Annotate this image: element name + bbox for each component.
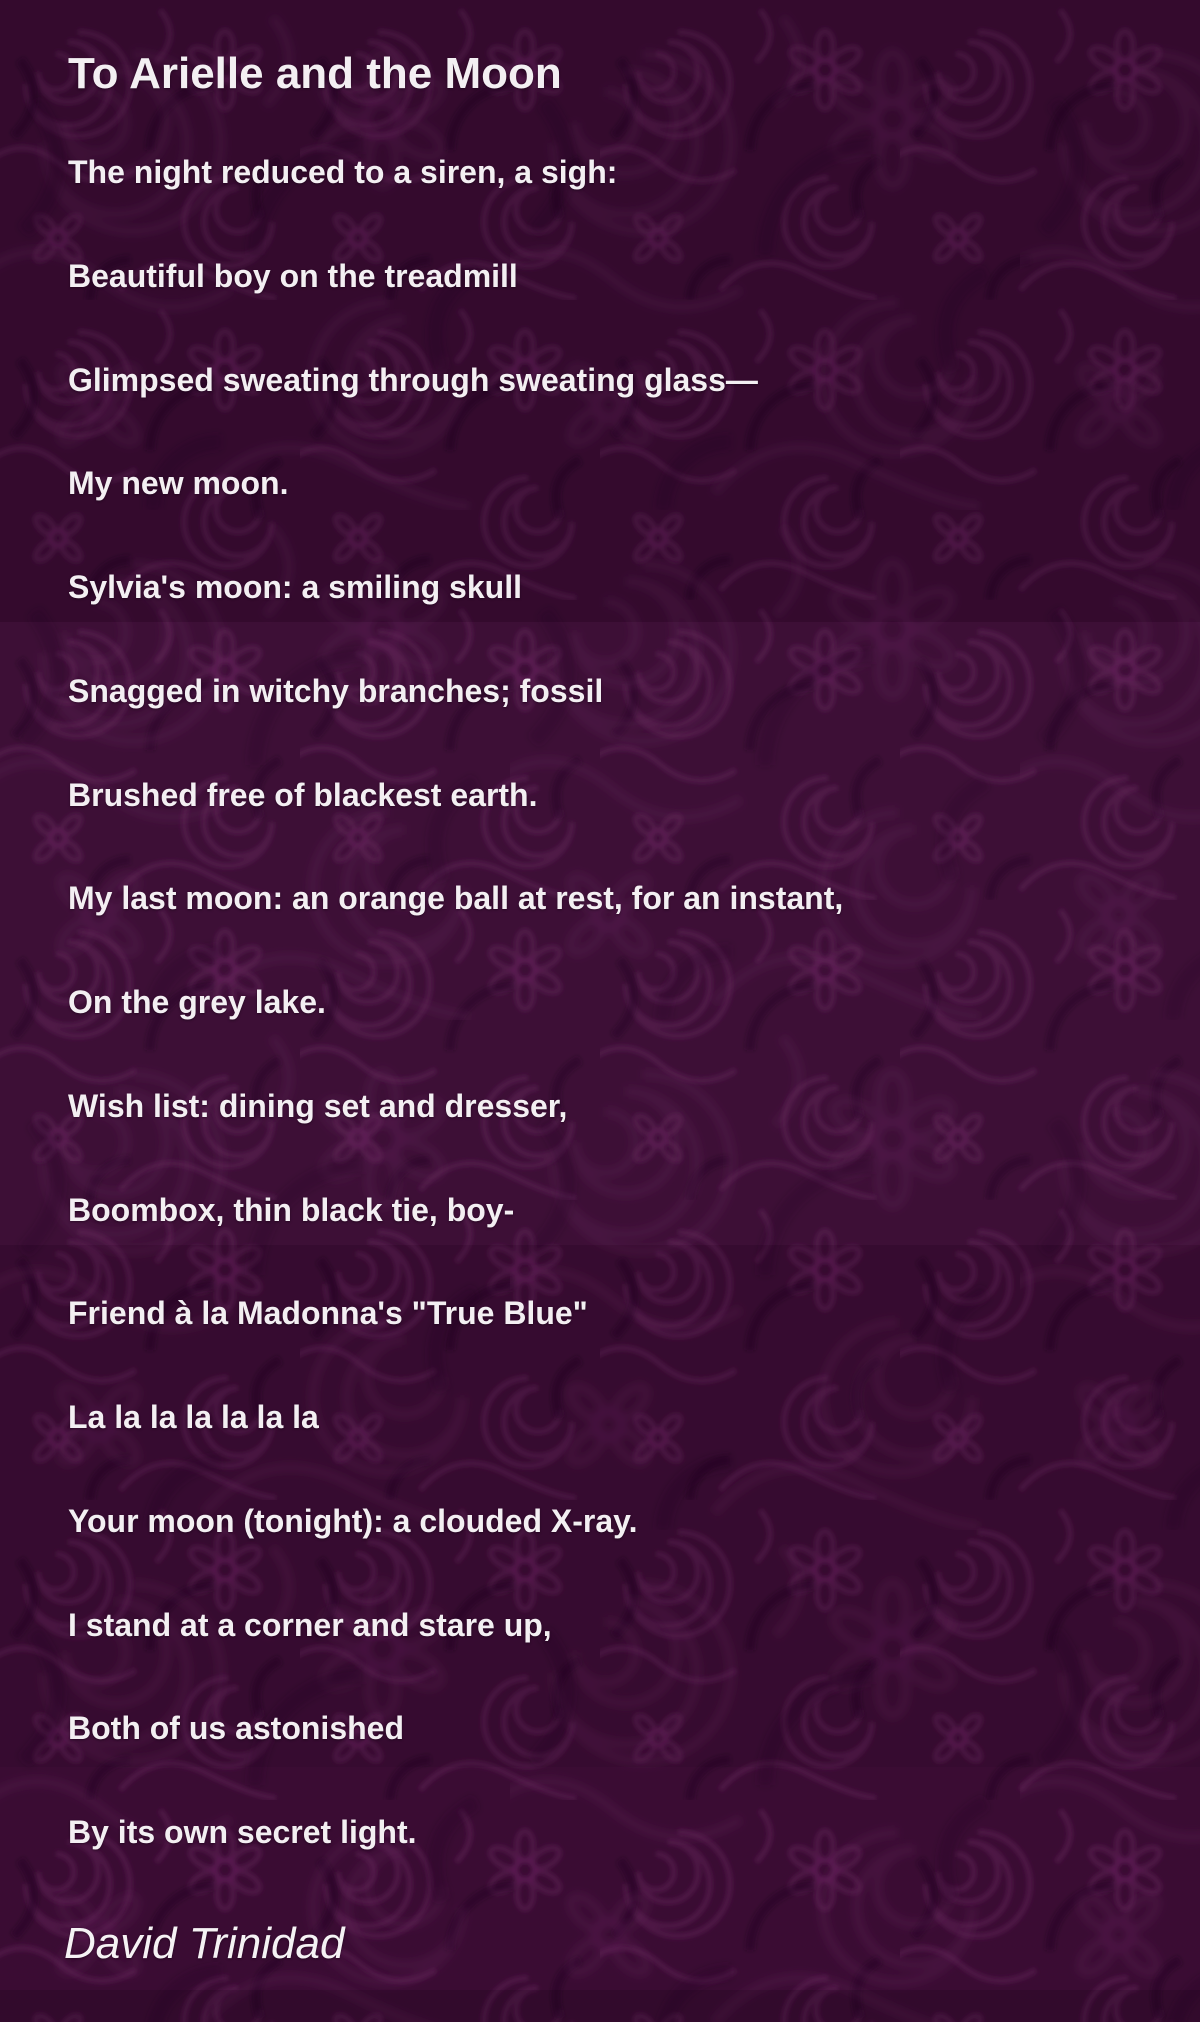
poem-line: Beautiful boy on the treadmill bbox=[68, 257, 518, 294]
poem-line: I stand at a corner and stare up, bbox=[68, 1606, 552, 1643]
author-signature: David Trinidad bbox=[64, 1919, 345, 1968]
poem-line: The night reduced to a siren, a sigh: bbox=[68, 154, 618, 190]
poem-line: Sylvia's moon: a smiling skull bbox=[68, 569, 522, 605]
poem-line: Friend à la Madonna's "True Blue" bbox=[68, 1295, 588, 1332]
poem-line: By its own secret light. bbox=[68, 1814, 417, 1850]
poem-line: Wish list: dining set and dresser, bbox=[68, 1087, 568, 1124]
poem-line: Glimpsed sweating through sweating glass— bbox=[68, 361, 758, 398]
poem-line: Your moon (tonight): a clouded X-ray. bbox=[68, 1502, 638, 1539]
poem-line: My last moon: an orange ball at rest, for an instant, bbox=[68, 880, 844, 917]
poem-line: My new moon. bbox=[68, 465, 289, 502]
poem-line: Both of us astonished bbox=[68, 1710, 404, 1747]
poem-line: Boombox, thin black tie, boy- bbox=[68, 1191, 515, 1228]
poem-line: Snagged in witchy branches; fossil bbox=[68, 672, 604, 709]
poem-title: To Arielle and the Moon bbox=[68, 49, 562, 98]
poem-line: La la la la la la la bbox=[68, 1399, 319, 1435]
poem-line: On the grey lake. bbox=[68, 984, 326, 1020]
poem-line: Brushed free of blackest earth. bbox=[68, 776, 538, 813]
poem-body bbox=[68, 154, 1148, 1918]
